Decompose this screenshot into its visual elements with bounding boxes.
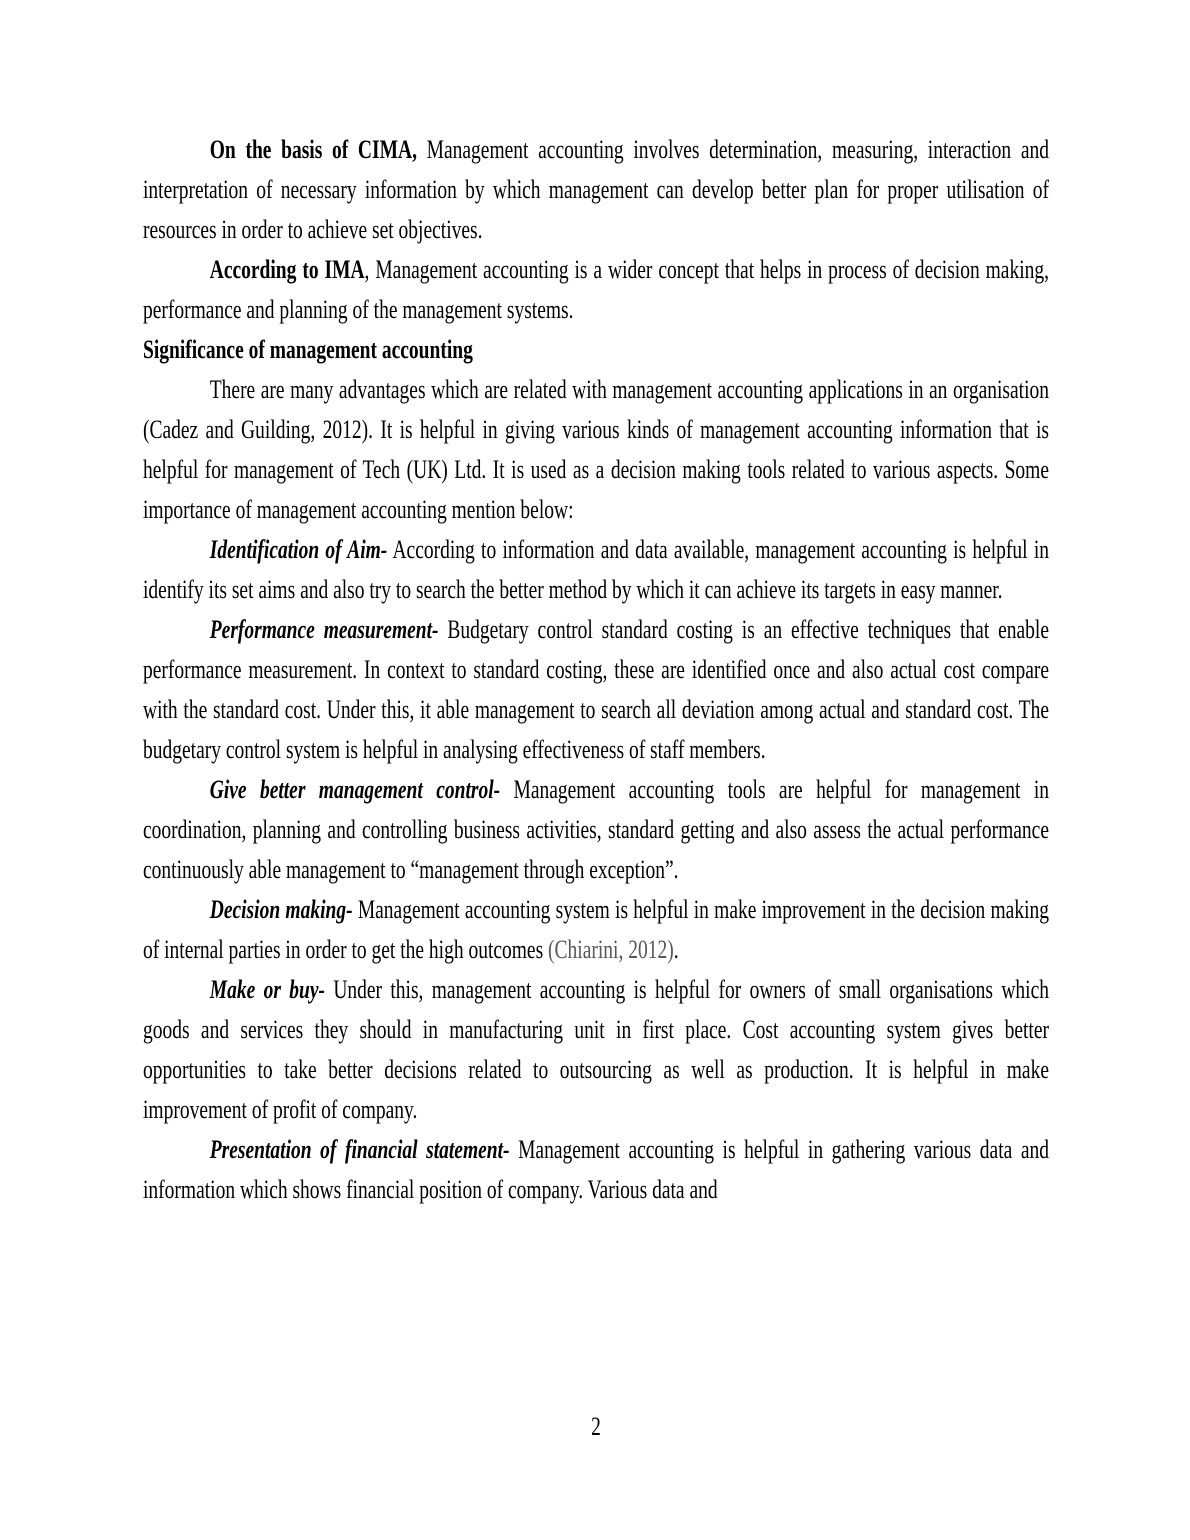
paragraph-decision-making xyxy=(143,890,1049,970)
paragraph-make-or-buy-text: Under this, management accounting is helpful for owners of small organisations which goods and services they should in manufacturing unit in first place. Cost accounting system gives better opportunities to take better decisions related to outsourcing as well as production. It is helpful in make improvement of profit of company. xyxy=(143,975,1049,1124)
paragraph-ima-text: , Management accounting is a wider concept that helps in process of decision making, performance and planning of the management systems. xyxy=(143,255,1049,324)
paragraph-performance-text: Budgetary control standard costing is an effective techniques that enable performance measurement. In context to standard costing, these are identified once and also actual cost compare with the standard cost. Under this, it able management to search all deviation among actual and standard cost. The budgetary control system is helpful in analysing effectiveness of staff members. xyxy=(143,615,1050,764)
paragraph-cima-text: Management accounting involves determination, measuring, interaction and interpretation of necessary information by which management can develop better plan for proper utilisation of resources in order to achieve set objectives. xyxy=(143,135,1050,244)
lead-make-or-buy: Make or buy- xyxy=(209,975,325,1004)
paragraph-performance-measurement xyxy=(143,610,1049,770)
lead-financial-statement: Presentation of financial statement- xyxy=(209,1135,510,1164)
citation-chiarini: (Chiarini, 2012) xyxy=(548,935,674,964)
paragraph-identification-text: According to information and data available, management accounting is helpful in identify its set aims and also try to search the better method by which it can achieve its targets in easy manner. xyxy=(143,535,1049,604)
lead-identification-of-aim: Identification of Aim- xyxy=(209,535,388,564)
paragraph-make-or-buy xyxy=(143,970,1049,1130)
document-body xyxy=(143,130,1049,1210)
paragraph-cima-definition xyxy=(143,130,1049,250)
paragraph-identification-of-aim xyxy=(143,530,1049,610)
paragraph-decision-tail: . xyxy=(673,935,679,964)
paragraph-decision-text: Management accounting system is helpful in make improvement in the decision making of internal parties in order to get the high outcomes xyxy=(143,895,1049,964)
page-number: 2 xyxy=(591,1412,601,1441)
paragraph-ima-definition xyxy=(143,250,1049,330)
paragraph-financial-statement-text: Management accounting is helpful in gathering various data and information which shows financial position of company. Various data and xyxy=(143,1135,1050,1204)
lead-performance-measurement: Performance measurement- xyxy=(209,615,439,644)
lead-cima: On the basis of CIMA, xyxy=(209,135,417,164)
paragraph-advantages-text: There are many advantages which are related with management accounting applications in an organisation (Cadez and Guilding, 2012). It is helpful in giving various kinds of management accounting information that is helpful for management of Tech (UK) Ltd. It is used as a decision making tools related to various aspects. Some importance of management accounting mention below: xyxy=(143,375,1049,524)
lead-ima: According to IMA xyxy=(209,255,365,284)
paragraph-advantages-intro xyxy=(143,370,1049,530)
paragraph-financial-statement xyxy=(143,1130,1049,1210)
lead-better-management-control: Give better management control- xyxy=(209,775,501,804)
paragraph-control-text: Management accounting tools are helpful for management in coordination, planning and controlling business activities, standard getting and also assess the actual performance continuously able management to “management through exception”. xyxy=(143,775,1049,884)
lead-decision-making: Decision making- xyxy=(209,895,353,924)
heading-significance: Significance of management accounting xyxy=(143,335,473,364)
page-footer xyxy=(143,1407,1049,1447)
paragraph-better-management-control xyxy=(143,770,1049,890)
